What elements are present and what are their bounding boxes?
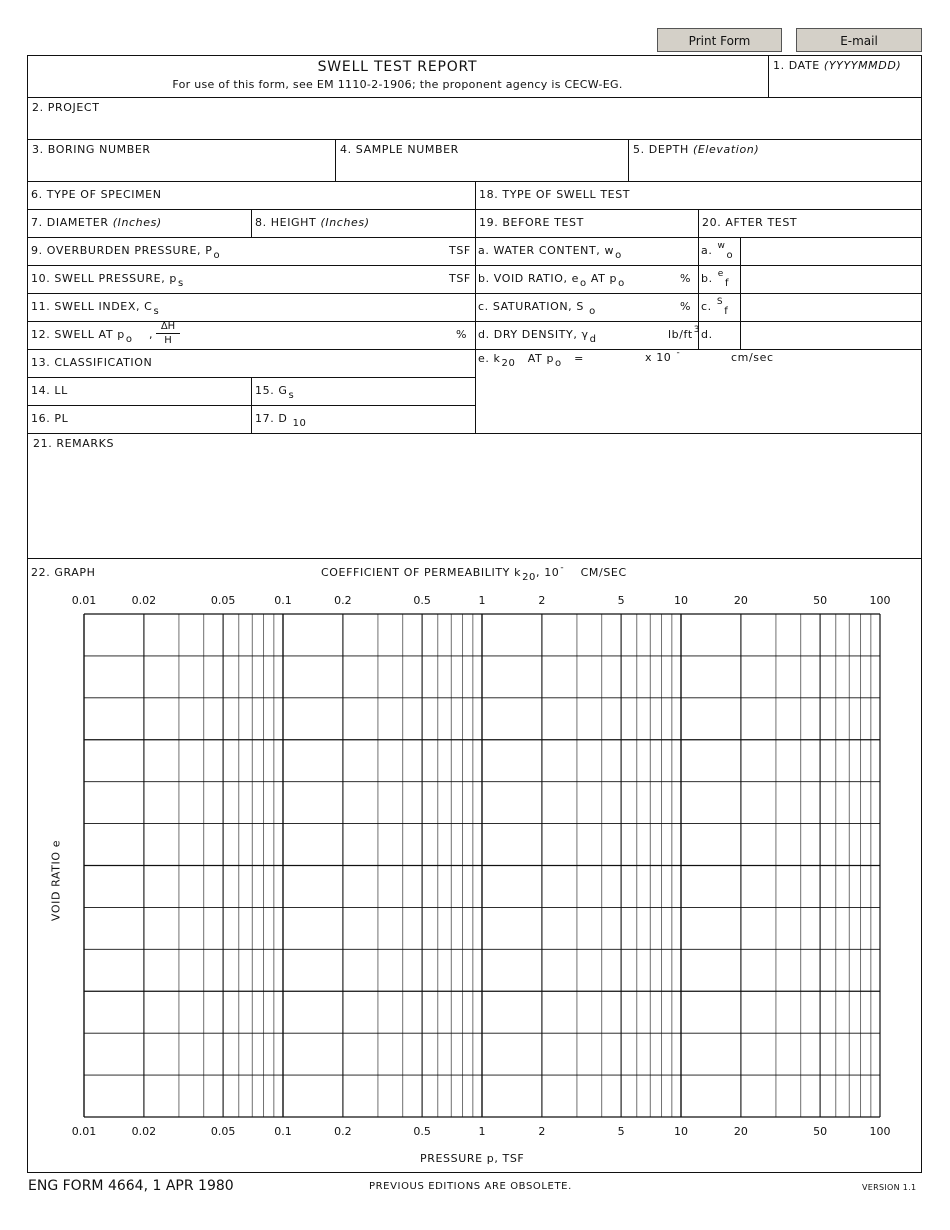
fraction-numerator: ΔH — [156, 321, 180, 334]
chart-title-text: COEFFICIENT OF PERMEABILITY k — [321, 566, 522, 579]
chart-title-sub: 20 — [522, 572, 536, 583]
x-tick-label: 20 — [733, 594, 748, 607]
diameter-label: 7. DIAMETER — [31, 216, 109, 229]
d10-label: 17. D — [255, 412, 288, 425]
density-label: d. DRY DENSITY, γ — [478, 328, 589, 341]
swell-at-comma: , — [148, 328, 154, 341]
x-tick-label: 2 — [538, 1125, 546, 1138]
y-axis-label: VOID RATIO e — [49, 839, 63, 922]
classification-field[interactable]: 13. CLASSIFICATION — [31, 356, 153, 369]
x-tick-label: 0.1 — [274, 1125, 292, 1138]
gs-label: 15. G — [255, 384, 288, 397]
x-tick-label: 0.02 — [131, 1125, 157, 1138]
after-test-heading: 20. AFTER TEST — [702, 216, 798, 229]
x-tick-label: 0.2 — [334, 594, 352, 607]
form-subtitle: For use of this form, see EM 1110-2-1906; the proponent agency is CECW-EG. — [172, 78, 623, 91]
before-test-heading: 19. BEFORE TEST — [479, 216, 584, 229]
depth-label: 5. DEPTH — [633, 143, 689, 156]
swell-pressure-label: 10. SWELL PRESSURE, p — [31, 272, 177, 285]
height-hint: (Inches) — [320, 216, 370, 229]
wf-label: a. — [701, 244, 713, 257]
water-sub: o — [615, 250, 622, 261]
k-unit: cm/sec — [731, 351, 774, 364]
k-label: e. k — [478, 352, 501, 365]
void-at: AT p — [590, 272, 618, 285]
project-field[interactable]: 2. PROJECT — [32, 101, 100, 114]
tsf-unit: TSF — [449, 272, 471, 285]
chart-title-end: CM/SEC — [580, 566, 627, 579]
overburden-sub: o — [213, 250, 221, 261]
x-tick-label: 5 — [617, 1125, 625, 1138]
saturation-sub: o — [589, 306, 596, 317]
swell-test-type-field[interactable]: 18. TYPE OF SWELL TEST — [479, 188, 631, 201]
x-tick-label: 1 — [478, 594, 486, 607]
swell-at-label: 12. SWELL AT p — [31, 328, 125, 341]
x-tick-label: 100 — [869, 594, 891, 607]
percent-unit: % — [456, 328, 468, 341]
water-label: a. WATER CONTENT, w — [478, 244, 615, 257]
overburden-label: 9. OVERBURDEN PRESSURE, P — [31, 244, 213, 257]
x-tick-label: 50 — [813, 594, 828, 607]
graph-label: 22. GRAPH — [31, 566, 96, 579]
k-x10: x 10 — [645, 351, 672, 364]
specimen-type-field[interactable]: 6. TYPE OF SPECIMEN — [31, 188, 162, 201]
x-tick-label: 0.5 — [413, 1125, 431, 1138]
chart-title-mid: , 10 — [536, 566, 560, 579]
x-tick-label: 0.1 — [274, 594, 292, 607]
date-hint: (YYYYMMDD) — [823, 59, 902, 72]
ef-label: b. — [701, 272, 713, 285]
form-id: ENG FORM 4664, 1 APR 1980 — [28, 1178, 234, 1194]
plastic-limit-field[interactable]: 16. PL — [31, 412, 69, 425]
chart-title-sup: - — [560, 563, 565, 573]
d10-sub: 10 — [292, 418, 307, 429]
ef-sup: e — [717, 269, 724, 279]
x-tick-label: 0.05 — [210, 1125, 236, 1138]
k-exp: - — [676, 348, 681, 358]
swell-at-sub: o — [125, 334, 133, 345]
x-axis-label: PRESSURE p, TSF — [420, 1152, 525, 1165]
x-tick-label: 0.5 — [413, 594, 431, 607]
depth-hint: (Elevation) — [692, 143, 760, 156]
swell-index-label: 11. SWELL INDEX, C — [31, 300, 153, 313]
obsolete-notice: PREVIOUS EDITIONS ARE OBSOLETE. — [369, 1181, 572, 1192]
x-tick-label: 1 — [478, 1125, 486, 1138]
x-tick-label: 20 — [733, 1125, 748, 1138]
final-dry-density-field[interactable]: d. — [701, 328, 713, 341]
k-at-sub: o — [555, 358, 562, 369]
x-tick-label: 0.01 — [71, 1125, 97, 1138]
x-tick-label: 0.05 — [210, 594, 236, 607]
wf-sup: w — [717, 241, 726, 251]
density-unit-sup: 3 — [693, 325, 701, 335]
tsf-unit: TSF — [449, 244, 471, 257]
x-tick-label: 0.02 — [131, 594, 157, 607]
boring-number-field[interactable]: 3. BORING NUMBER — [32, 143, 151, 156]
sf-sup: S — [716, 297, 724, 307]
sf-sub: f — [724, 306, 729, 317]
k-sub: 20 — [501, 358, 516, 369]
gs-sub: s — [288, 390, 295, 401]
version-label: VERSION 1.1 — [862, 1183, 917, 1192]
email-button[interactable]: E-mail — [796, 28, 922, 52]
fraction-denominator: H — [164, 335, 172, 346]
swell-index-sub: s — [153, 306, 160, 317]
swell-pressure-sub: s — [177, 278, 184, 289]
sample-number-field[interactable]: 4. SAMPLE NUMBER — [340, 143, 459, 156]
diameter-hint: (Inches) — [112, 216, 162, 229]
remarks-field[interactable]: 21. REMARKS — [33, 437, 115, 450]
void-at-sub: o — [618, 278, 625, 289]
wf-sub: o — [726, 250, 734, 261]
print-form-button[interactable]: Print Form — [657, 28, 782, 52]
density-sub: d — [589, 334, 597, 345]
x-tick-label: 100 — [869, 1125, 891, 1138]
x-tick-label: 5 — [617, 594, 625, 607]
liquid-limit-field[interactable]: 14. LL — [31, 384, 68, 397]
percent-unit: % — [680, 272, 692, 285]
x-tick-label: 0.2 — [334, 1125, 352, 1138]
x-tick-label: 10 — [674, 594, 688, 607]
void-sub: o — [580, 278, 587, 289]
saturation-label: c. SATURATION, S — [478, 300, 584, 313]
form-title: SWELL TEST REPORT — [317, 59, 478, 75]
x-tick-label: 10 — [674, 1125, 688, 1138]
ef-sub: f — [724, 278, 730, 289]
date-label: 1. DATE — [773, 59, 820, 72]
x-tick-label: 2 — [538, 594, 546, 607]
sf-label: c. — [701, 300, 712, 313]
x-tick-label: 50 — [813, 1125, 828, 1138]
k-eq: = — [574, 352, 584, 365]
height-label: 8. HEIGHT — [255, 216, 317, 229]
k-at: AT p — [527, 352, 555, 365]
x-tick-label: 0.01 — [71, 594, 97, 607]
void-label: b. VOID RATIO, e — [478, 272, 580, 285]
density-unit-label: lb/ft — [668, 328, 693, 341]
percent-unit: % — [680, 300, 692, 313]
